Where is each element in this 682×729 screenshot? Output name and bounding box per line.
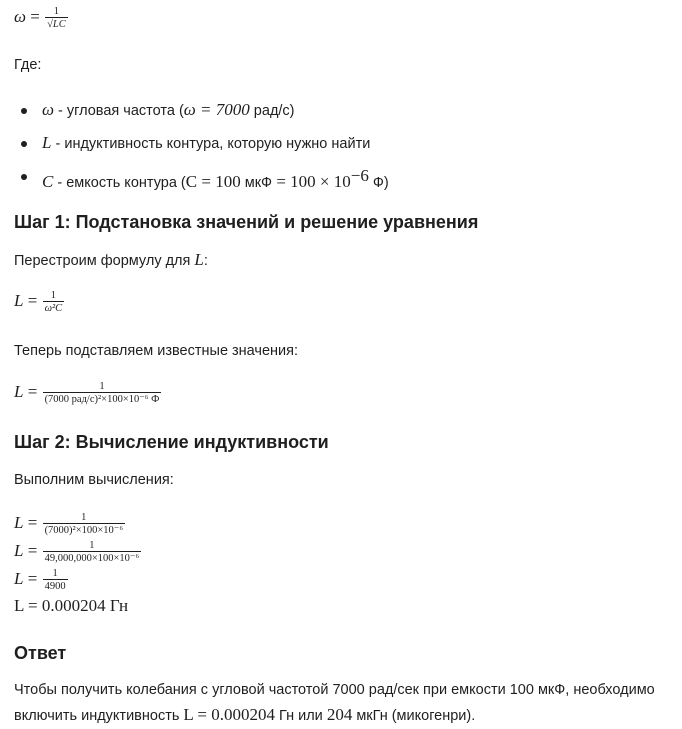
calc-result: L = 0.000204 Гн bbox=[14, 596, 129, 615]
intro-end: : bbox=[203, 253, 208, 269]
formula-lhs: L bbox=[14, 540, 24, 560]
fraction-numerator: 1 bbox=[99, 381, 105, 392]
fraction-numerator: 1 bbox=[50, 290, 56, 301]
intro-text: Перестроим формулу для bbox=[14, 253, 195, 269]
list-item-text: - индуктивность контура, которую нужно найти bbox=[51, 136, 371, 152]
answer-text: включить индуктивность bbox=[14, 708, 184, 724]
formula-lhs: L bbox=[14, 381, 24, 401]
fraction-denominator: ω²C bbox=[44, 303, 63, 315]
fraction-numerator: 1 bbox=[52, 568, 58, 579]
fraction-denominator: 49,000,000×100×10⁻⁶ bbox=[44, 553, 140, 565]
exponent: −6 bbox=[350, 166, 369, 185]
unit-text: Ф) bbox=[368, 174, 389, 191]
fraction bbox=[45, 6, 68, 30]
step1-heading: Шаг 1: Подстановка значений и решение уравнения bbox=[14, 212, 479, 232]
fraction-denominator: √LC bbox=[47, 19, 66, 31]
formula-substituted bbox=[14, 381, 162, 405]
formula-eq: = bbox=[30, 6, 40, 26]
inline-math: L = 0.000204 bbox=[183, 705, 276, 724]
calc-line bbox=[14, 568, 69, 592]
formula-lhs: L bbox=[14, 568, 24, 588]
formula-lhs: ω bbox=[14, 6, 27, 26]
formula-lhs: L bbox=[14, 512, 24, 532]
fraction bbox=[43, 290, 65, 314]
fraction-numerator: 1 bbox=[81, 512, 87, 523]
fraction-denominator: 4900 bbox=[44, 581, 66, 593]
step2-intro: Выполним вычисления: bbox=[14, 472, 174, 488]
list-item-text: - угловая частота ( bbox=[54, 103, 184, 119]
unit-text: мкФ bbox=[240, 174, 273, 191]
substitution-text: Теперь подставляем известные значения: bbox=[14, 343, 299, 359]
fraction bbox=[43, 568, 68, 592]
formula-omega bbox=[14, 6, 69, 30]
symbol-omega: ω bbox=[42, 100, 55, 119]
fraction-denominator: (7000)²×100×10⁻⁶ bbox=[44, 525, 123, 537]
answer-heading: Ответ bbox=[14, 643, 67, 663]
list-item-text: - емкость контура ( bbox=[53, 174, 186, 191]
symbol-c: C bbox=[42, 171, 54, 191]
fraction-numerator: 1 bbox=[53, 6, 60, 17]
list-item bbox=[14, 132, 389, 165]
formula-eq: = bbox=[27, 290, 38, 310]
inline-math: = 100 × 10 bbox=[272, 171, 351, 191]
answer-line-1: Чтобы получить колебания с угловой частотой 7000 рад/сек при емкости 100 мкФ, необходимо bbox=[14, 682, 655, 698]
answer-line-2 bbox=[14, 705, 475, 726]
fraction-numerator: 1 bbox=[89, 540, 95, 551]
list-item bbox=[14, 165, 389, 198]
step2-heading: Шаг 2: Вычисление индуктивности bbox=[14, 432, 329, 452]
inline-var: L bbox=[194, 250, 204, 269]
formula-l bbox=[14, 290, 65, 314]
list-item bbox=[14, 99, 389, 132]
variable-list bbox=[14, 99, 389, 198]
inline-math: ω = 7000 bbox=[183, 100, 250, 119]
fraction bbox=[43, 540, 142, 564]
calc-line bbox=[14, 512, 126, 536]
answer-text: мкГн (микогенри). bbox=[352, 708, 476, 724]
formula-eq: = bbox=[27, 540, 38, 560]
fraction bbox=[43, 512, 125, 536]
fraction bbox=[43, 381, 162, 405]
where-label: Где: bbox=[14, 57, 42, 73]
fraction-denominator: (7000 рад/с)²×100×10⁻⁶ Ф bbox=[44, 394, 160, 406]
formula-lhs: L bbox=[14, 290, 24, 310]
formula-eq: = bbox=[27, 381, 38, 401]
inline-math: C = 100 bbox=[185, 171, 241, 191]
formula-eq: = bbox=[27, 568, 38, 588]
answer-text: Гн или bbox=[275, 708, 327, 724]
symbol-l: L bbox=[42, 133, 52, 152]
calc-line bbox=[14, 540, 142, 564]
step1-intro bbox=[14, 250, 208, 271]
inline-math: 204 bbox=[326, 705, 353, 724]
unit-text: рад/с) bbox=[249, 103, 295, 119]
formula-eq: = bbox=[27, 512, 38, 532]
